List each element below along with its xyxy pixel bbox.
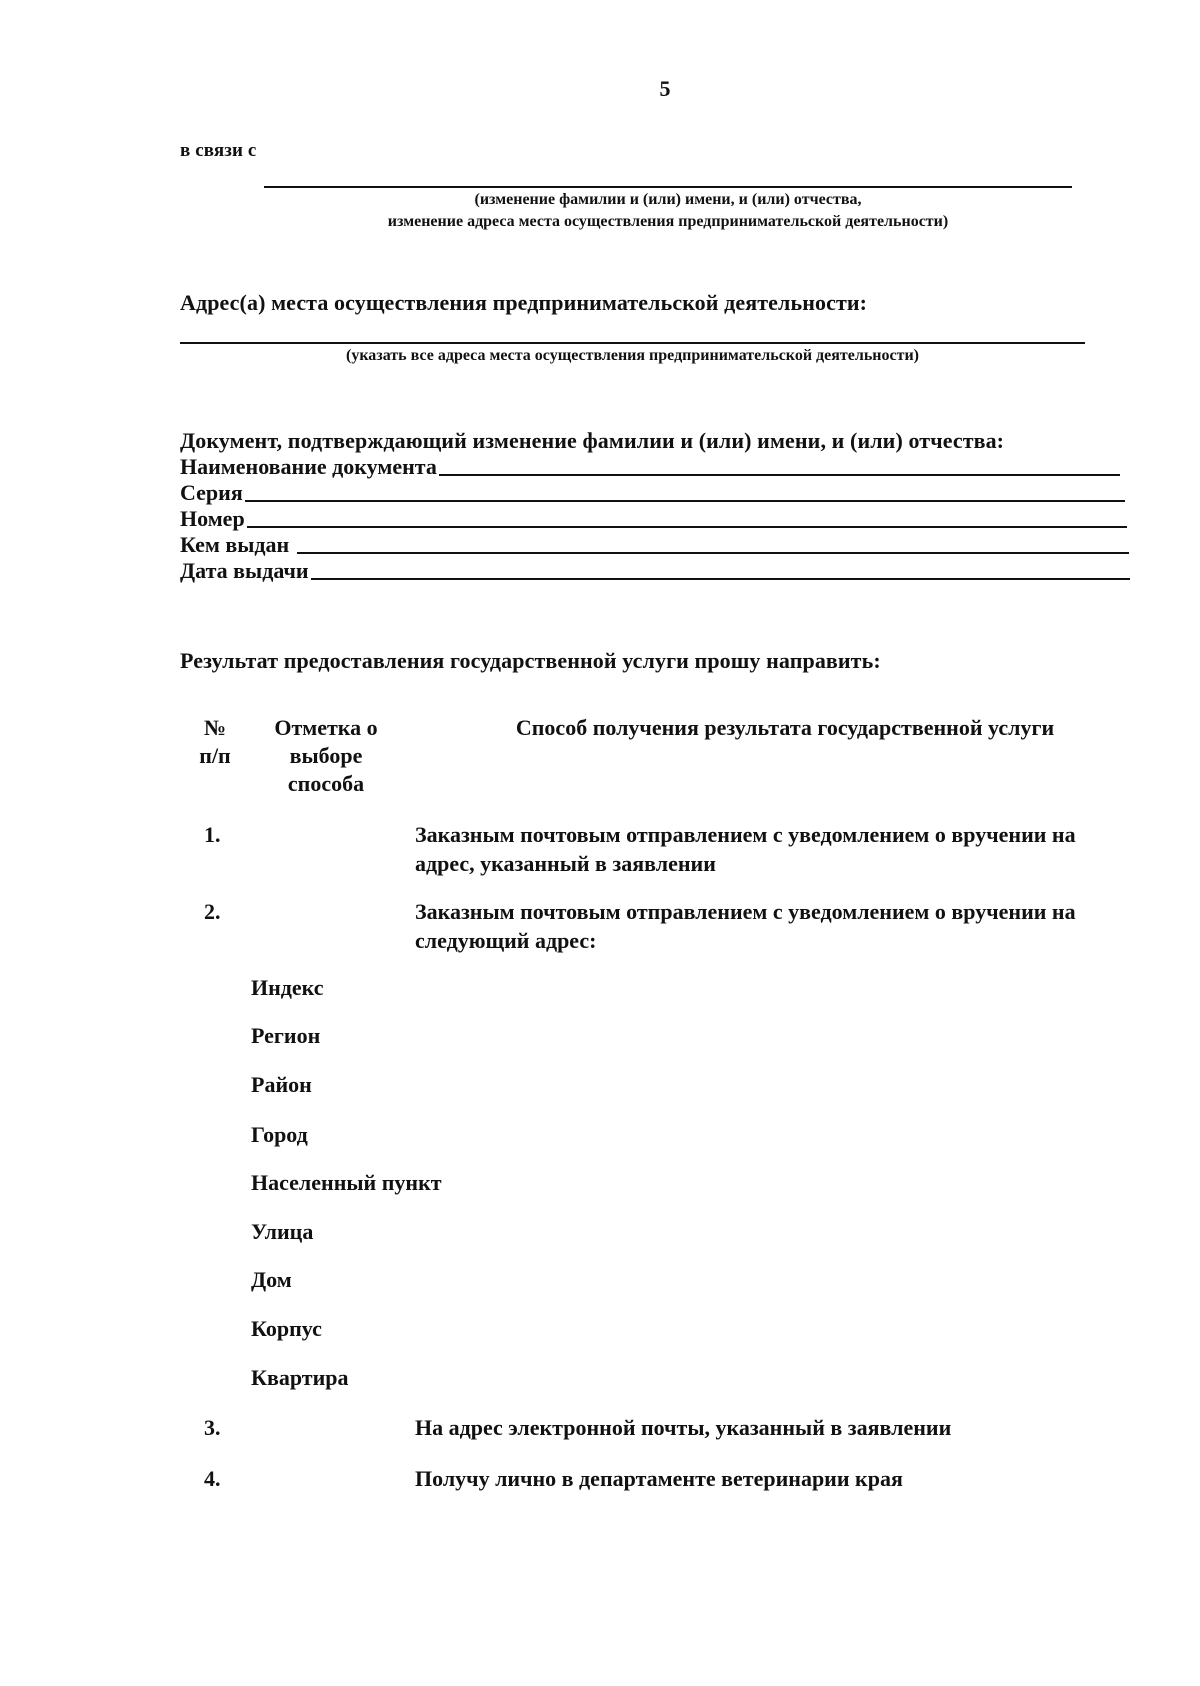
in-connection-line[interactable] <box>264 186 1072 188</box>
option-4-text[interactable]: Получу лично в департаменте ветеринарии края <box>415 1466 903 1491</box>
th-mark-line1: Отметка о <box>274 715 378 740</box>
field-series-label: Серия <box>180 480 243 505</box>
field-issued-by-line[interactable] <box>297 552 1129 554</box>
addr-street: Улица <box>251 1219 314 1244</box>
field-issue-date-line[interactable] <box>311 578 1130 580</box>
page-number: 5 <box>659 76 671 101</box>
field-issued-by[interactable] <box>180 530 1129 558</box>
th-method <box>480 714 1090 742</box>
result-heading: Результат предоставления государственной услуги прошу направить: <box>180 648 881 673</box>
addr-building: Корпус <box>251 1316 322 1341</box>
option-3-text[interactable]: На адрес электронной почты, указанный в заявлении <box>415 1415 952 1440</box>
field-document-name-label: Наименование документа <box>180 454 437 479</box>
addr-apartment: Квартира <box>251 1365 349 1390</box>
option-2-text[interactable]: Заказным почтовым отправлением с уведомлением о вручении на следующий адрес: <box>415 899 1076 953</box>
in-connection-hint-1: (изменение фамилии и (или) имени, и (или) отчества, <box>474 191 862 208</box>
option-4-num: 4. <box>204 1466 221 1491</box>
th-mark-line2: выборе <box>289 743 363 768</box>
field-document-name-line[interactable] <box>439 474 1120 476</box>
th-method-text: Способ получения результата государственной услуги <box>515 715 1055 740</box>
in-connection-hint-2: изменение адреса места осуществления предпринимательской деятельности) <box>387 213 949 230</box>
field-issue-date-label: Дата выдачи <box>180 558 309 583</box>
address-heading: Адрес(а) места осуществления предпринимательской деятельности: <box>180 290 868 315</box>
addr-district: Район <box>251 1072 312 1097</box>
address-line[interactable] <box>180 342 1085 344</box>
field-number-label: Номер <box>180 506 245 531</box>
option-1-num: 1. <box>204 822 221 847</box>
option-3-num: 3. <box>204 1415 221 1440</box>
option-1-text[interactable]: Заказным почтовым отправлением с уведомлением о вручении на адрес, указанный в заявлении <box>415 822 1076 876</box>
th-mark-line3: способа <box>287 771 365 796</box>
document-heading: Документ, подтверждающий изменение фамилии и (или) имени, и (или) отчества: <box>180 428 1005 453</box>
th-mark <box>256 714 396 798</box>
address-hint: (указать все адреса места осуществления предпринимательской деятельности) <box>345 347 920 364</box>
field-document-name[interactable] <box>180 452 1120 480</box>
addr-settlement: Населенный пункт <box>251 1170 442 1195</box>
field-issued-by-label: Кем выдан <box>180 532 290 557</box>
field-series[interactable] <box>180 478 1125 506</box>
field-series-line[interactable] <box>245 500 1125 502</box>
addr-city: Город <box>251 1122 308 1147</box>
field-number-line[interactable] <box>247 526 1127 528</box>
th-num <box>190 714 240 770</box>
th-num-line1: № <box>203 715 227 740</box>
field-number[interactable] <box>180 504 1127 532</box>
in-connection-label: в связи с <box>180 140 257 161</box>
addr-index: Индекс <box>251 975 324 1000</box>
option-2-num: 2. <box>204 899 221 924</box>
field-issue-date[interactable] <box>180 556 1130 584</box>
th-num-line2: п/п <box>199 743 231 768</box>
addr-region: Регион <box>251 1023 321 1048</box>
addr-house: Дом <box>251 1267 292 1292</box>
